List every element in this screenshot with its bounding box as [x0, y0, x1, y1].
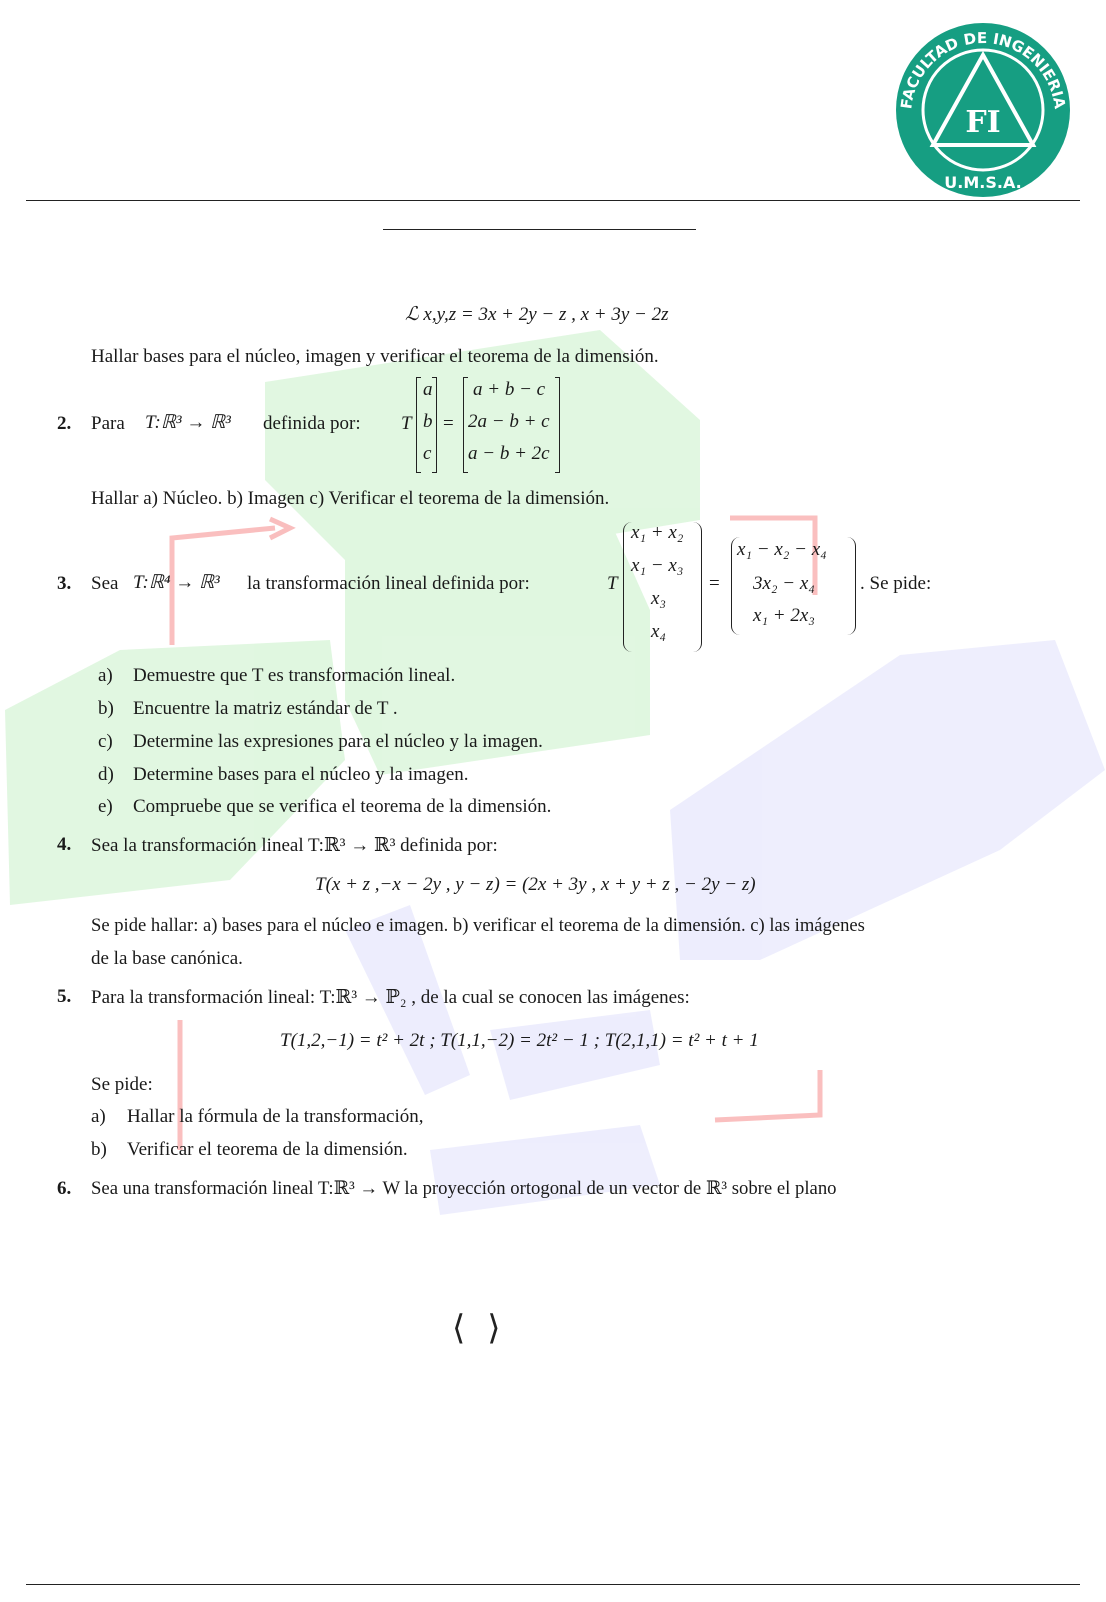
- p4-equation: T(x + z ,−x − 2y , y − z) = (2x + 3y , x + y + z , − 2y − z): [315, 874, 756, 895]
- p3-output-cell: x₁ − x₂ − x₄: [737, 539, 827, 560]
- p3-defined: la transformación lineal definida por:: [247, 573, 530, 594]
- p3-equals: =: [709, 573, 720, 594]
- p1-instruction: Hallar bases para el núcleo, imagen y verificar el teorema de la dimensión.: [91, 346, 659, 367]
- p2-intro: Para: [91, 413, 125, 434]
- p2-T: T: [401, 413, 412, 434]
- p4-instruction-line1: Se pide hallar: a) bases para el núcleo e imagen. b) verificar el teorema de la dimensión. c) las imágenes: [91, 915, 865, 936]
- p3-output-cell: 3x₂ − x₄: [753, 573, 815, 594]
- p2-input-cell: b: [423, 411, 433, 432]
- p6-number: 6.: [57, 1178, 72, 1199]
- p2-output-cell: a − b + 2c: [468, 443, 550, 464]
- p3-suffix: . Se pide:: [860, 573, 932, 594]
- logo-ring-bottom-text: U.M.S.A.: [944, 173, 1022, 192]
- p3-item-label: d): [98, 764, 114, 785]
- p3-map: T:ℝ⁴ → ℝ³: [133, 572, 220, 593]
- p2-map: T:ℝ³ → ℝ³: [145, 412, 231, 433]
- p3-item-text: Encuentre la matriz estándar de T .: [133, 698, 398, 719]
- p5-item-label: b): [91, 1139, 107, 1160]
- p3-item-text: Compruebe que se verifica el teorema de la dimensión.: [133, 796, 552, 817]
- p3-item-text: Demuestre que T es transformación lineal.: [133, 665, 456, 686]
- p4-statement: Sea la transformación lineal T:ℝ³ → ℝ³ definida por:: [91, 835, 498, 856]
- logo-center-text: FI: [965, 105, 1001, 140]
- title-underline: [383, 229, 696, 230]
- p5-item-text: Verificar el teorema de la dimensión.: [127, 1139, 408, 1160]
- p3-input-cell: x₁ − x₃: [631, 555, 684, 576]
- logo-ring-top-text: FACULTAD DE INGENIERIA: [897, 28, 1069, 111]
- p3-item-label: e): [98, 796, 113, 817]
- p3-input-cell: x₃: [651, 588, 667, 609]
- p5-se-pide: Se pide:: [91, 1074, 153, 1095]
- p3-item-label: b): [98, 698, 114, 719]
- p2-instruction: Hallar a) Núcleo. b) Imagen c) Verificar el teorema de la dimensión.: [91, 488, 610, 509]
- p6-statement: Sea una transformación lineal T:ℝ³ → W la proyección ortogonal de un vector de ℝ³ sobre el plano: [91, 1178, 837, 1199]
- p2-output-vector: [463, 377, 563, 475]
- p3-output-vector: [731, 537, 861, 637]
- p2-input-cell: a: [423, 379, 433, 400]
- p5-number: 5.: [57, 986, 72, 1007]
- p3-T: T: [607, 573, 618, 594]
- p5-item-label: a): [91, 1106, 106, 1127]
- p2-output-cell: 2a − b + c: [468, 411, 550, 432]
- page-nav-arrows[interactable]: ⟨⟩: [452, 1308, 523, 1348]
- p3-item-label: c): [98, 731, 113, 752]
- p3-number: 3.: [57, 573, 72, 594]
- p2-number: 2.: [57, 413, 72, 434]
- p3-input-cell: x₁ + x₂: [631, 522, 684, 543]
- p3-input-cell: x₄: [651, 621, 667, 642]
- p4-number: 4.: [57, 834, 72, 855]
- p2-output-cell: a + b − c: [473, 379, 546, 400]
- p3-intro: Sea: [91, 573, 119, 594]
- p5-item-text: Hallar la fórmula de la transformación,: [127, 1106, 424, 1127]
- p2-input-vector: [416, 377, 446, 475]
- p5-equation: T(1,2,−1) = t² + 2t ; T(1,1,−2) = 2t² − 1 ; T(2,1,1) = t² + t + 1: [280, 1030, 759, 1051]
- p5-statement: Para la transformación lineal: T:ℝ³ → ℙ₂ , de la cual se conocen las imágenes:: [91, 987, 690, 1008]
- p3-item-label: a): [98, 665, 113, 686]
- p3-output-cell: x₁ + 2x₃: [753, 605, 815, 626]
- header-rule: [26, 200, 1080, 201]
- p2-equals: =: [443, 413, 454, 434]
- p2-input-cell: c: [423, 443, 432, 464]
- p2-defined: definida por:: [263, 413, 361, 434]
- p3-input-vector: [623, 522, 705, 654]
- faculty-logo: [893, 20, 1073, 200]
- p4-instruction-line2: de la base canónica.: [91, 948, 243, 969]
- p3-item-text: Determine las expresiones para el núcleo y la imagen.: [133, 731, 543, 752]
- footer-rule: [26, 1584, 1080, 1585]
- p1-equation: ℒ x,y,z = 3x + 2y − z , x + 3y − 2z: [405, 304, 669, 325]
- p3-item-text: Determine bases para el núcleo y la imagen.: [133, 764, 469, 785]
